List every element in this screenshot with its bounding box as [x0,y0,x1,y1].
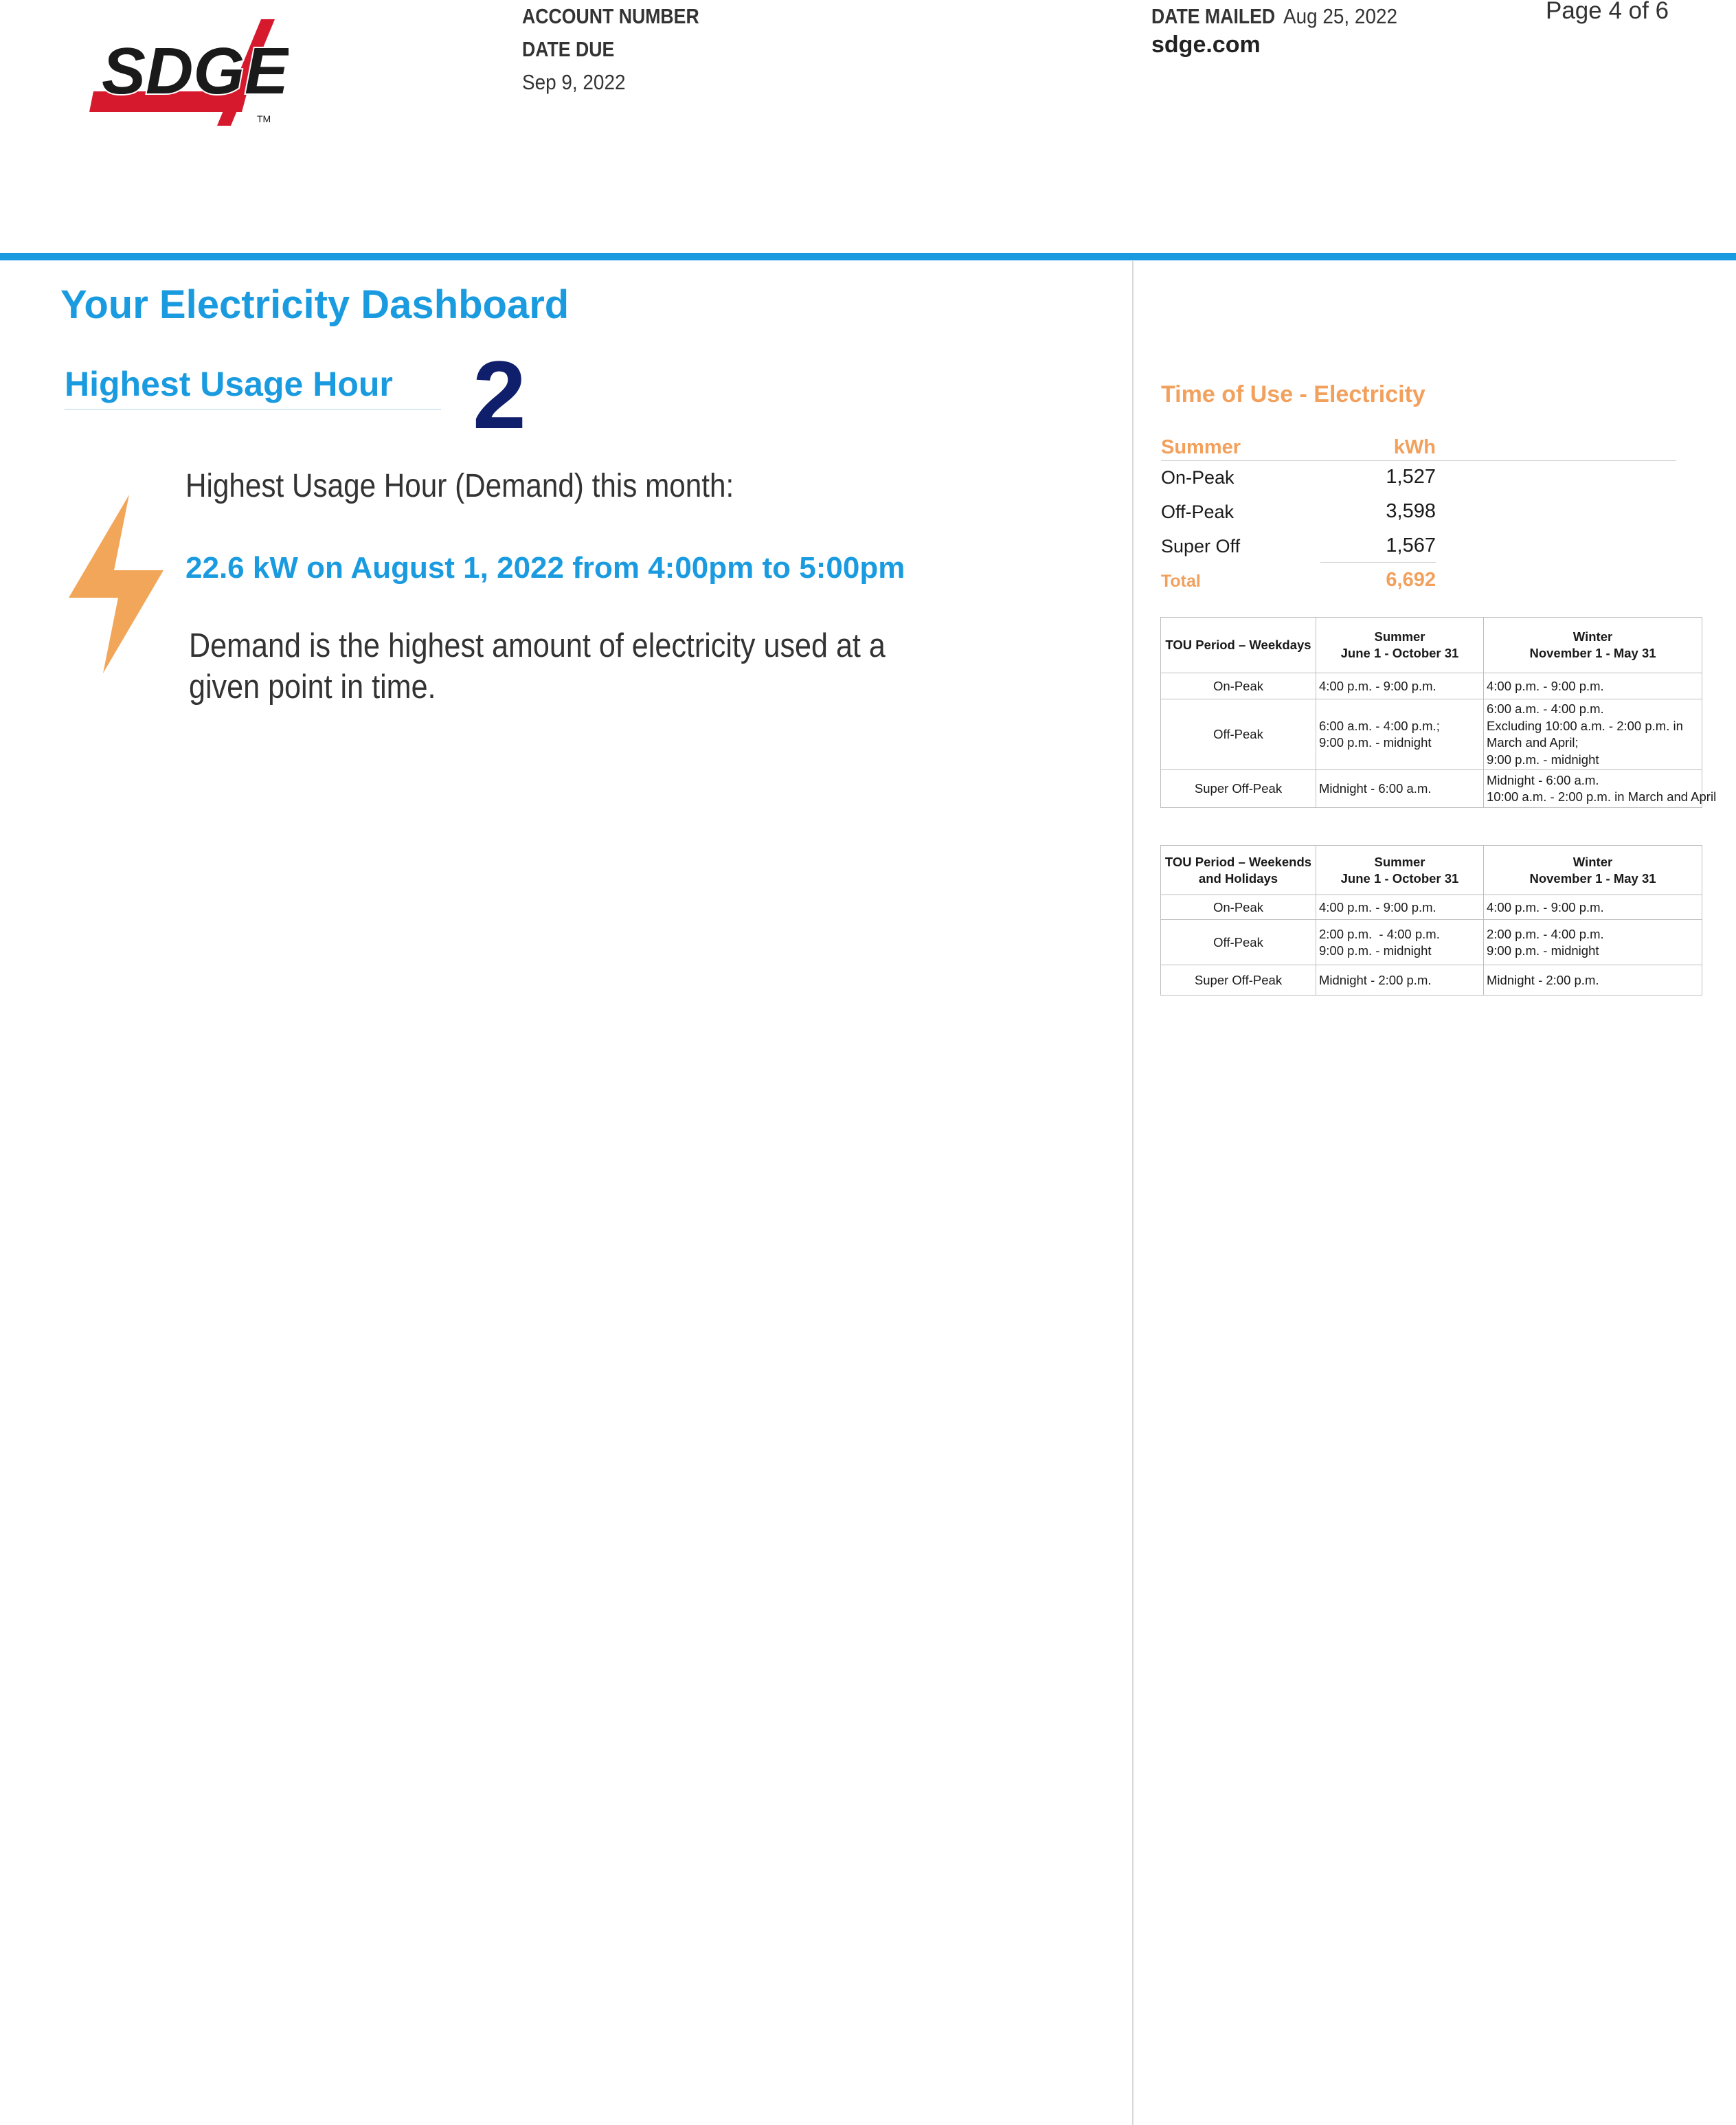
lightning-bolt-icon [69,495,172,673]
tou-weekend-table [1160,845,1702,996]
table-header-row [1161,618,1702,673]
table-row [1161,920,1702,965]
date-mailed [1151,4,1410,29]
demand-description: Demand is the highest amount of electricity used at a given point in time. [189,627,886,706]
summer-cell: Midnight - 2:00 p.m. [1316,965,1484,996]
header-winter: Winter November 1 - May 31 [1484,618,1702,673]
winter-cell: 4:00 p.m. - 9:00 p.m. [1484,673,1702,699]
summary-row-label: Super Off [1161,536,1241,556]
column-divider [1132,261,1134,2125]
summer-cell: 2:00 p.m. - 4:00 p.m. 9:00 p.m. - midnight [1316,920,1484,965]
account-number-label: ACCOUNT NUMBER [522,4,699,28]
period-cell: Super Off-Peak [1161,770,1316,808]
winter-cell: 6:00 a.m. - 4:00 p.m. Excluding 10:00 a.m. - 2:00 p.m. in March and April; 9:00 p.m. - midnight [1484,699,1702,770]
table-row [1161,965,1702,996]
demand-value: 22.6 kW on August 1, 2022 from 4:00pm to 5:00pm [185,551,905,585]
tou-weekday-table [1160,617,1717,808]
svg-text:TM: TM [257,113,271,124]
summary-row-label: On-Peak [1161,467,1235,488]
summer-cell: Midnight - 6:00 a.m. [1316,770,1484,808]
summary-total-value: 6,692 [1386,569,1436,591]
sdge-logo [89,12,289,131]
summary-row-value: 3,598 [1386,500,1436,522]
summary-total-label: Total [1161,572,1201,591]
section-title: Highest Usage Hour [65,365,393,403]
summary-row-value: 1,527 [1386,466,1436,488]
header-summer: Summer June 1 - October 31 [1316,618,1484,673]
date-due-label: DATE DUE [522,37,615,61]
tou-title: Time of Use - Electricity [1161,381,1425,407]
section-number: 2 [473,341,526,449]
date-mailed-value: Aug 25, 2022 [1283,4,1397,28]
summary-unit-header: kWh [1393,436,1436,458]
table-row [1161,770,1702,808]
winter-cell: 4:00 p.m. - 9:00 p.m. [1484,895,1702,920]
period-cell: Off-Peak [1161,920,1316,965]
period-cell: Super Off-Peak [1161,965,1316,996]
summary-row-value: 1,567 [1386,535,1436,556]
period-cell: Off-Peak [1161,699,1316,770]
demand-label: Highest Usage Hour (Demand) this month: [185,468,734,504]
table-row [1161,673,1702,699]
summer-cell: 4:00 p.m. - 9:00 p.m. [1316,673,1484,699]
section-title-underline [65,409,441,410]
header-rule [0,253,1736,260]
page-number: Page 4 of 6 [1546,0,1669,24]
winter-cell: 2:00 p.m. - 4:00 p.m. 9:00 p.m. - midnight [1484,920,1702,965]
period-cell: On-Peak [1161,673,1316,699]
header-period: TOU Period – Weekdays [1161,618,1316,673]
summer-cell: 4:00 p.m. - 9:00 p.m. [1316,895,1484,920]
dashboard-title: Your Electricity Dashboard [60,282,570,327]
summer-cell: 6:00 a.m. - 4:00 p.m.; 9:00 p.m. - midnight [1316,699,1484,770]
header-period: TOU Period – Weekends and Holidays [1161,846,1316,895]
table-row [1161,699,1702,770]
header-summer: Summer June 1 - October 31 [1316,846,1484,895]
summary-row-label: Off-Peak [1161,502,1235,522]
date-due-value: Sep 9, 2022 [522,70,626,94]
website-link[interactable]: sdge.com [1151,32,1261,58]
table-header-row [1161,846,1702,895]
table-row [1161,895,1702,920]
svg-text:SDGE: SDGE [102,34,289,108]
summary-header-rule [1161,460,1676,461]
winter-cell: Midnight - 2:00 p.m. [1484,965,1702,996]
date-mailed-label: DATE MAILED [1151,4,1276,28]
winter-cell: Midnight - 6:00 a.m. 10:00 a.m. - 2:00 p.m. in March and April [1484,770,1702,808]
summary-season-header: Summer [1161,436,1241,458]
header-winter: Winter November 1 - May 31 [1484,846,1702,895]
summary-total-rule [1320,562,1436,563]
period-cell: On-Peak [1161,895,1316,920]
